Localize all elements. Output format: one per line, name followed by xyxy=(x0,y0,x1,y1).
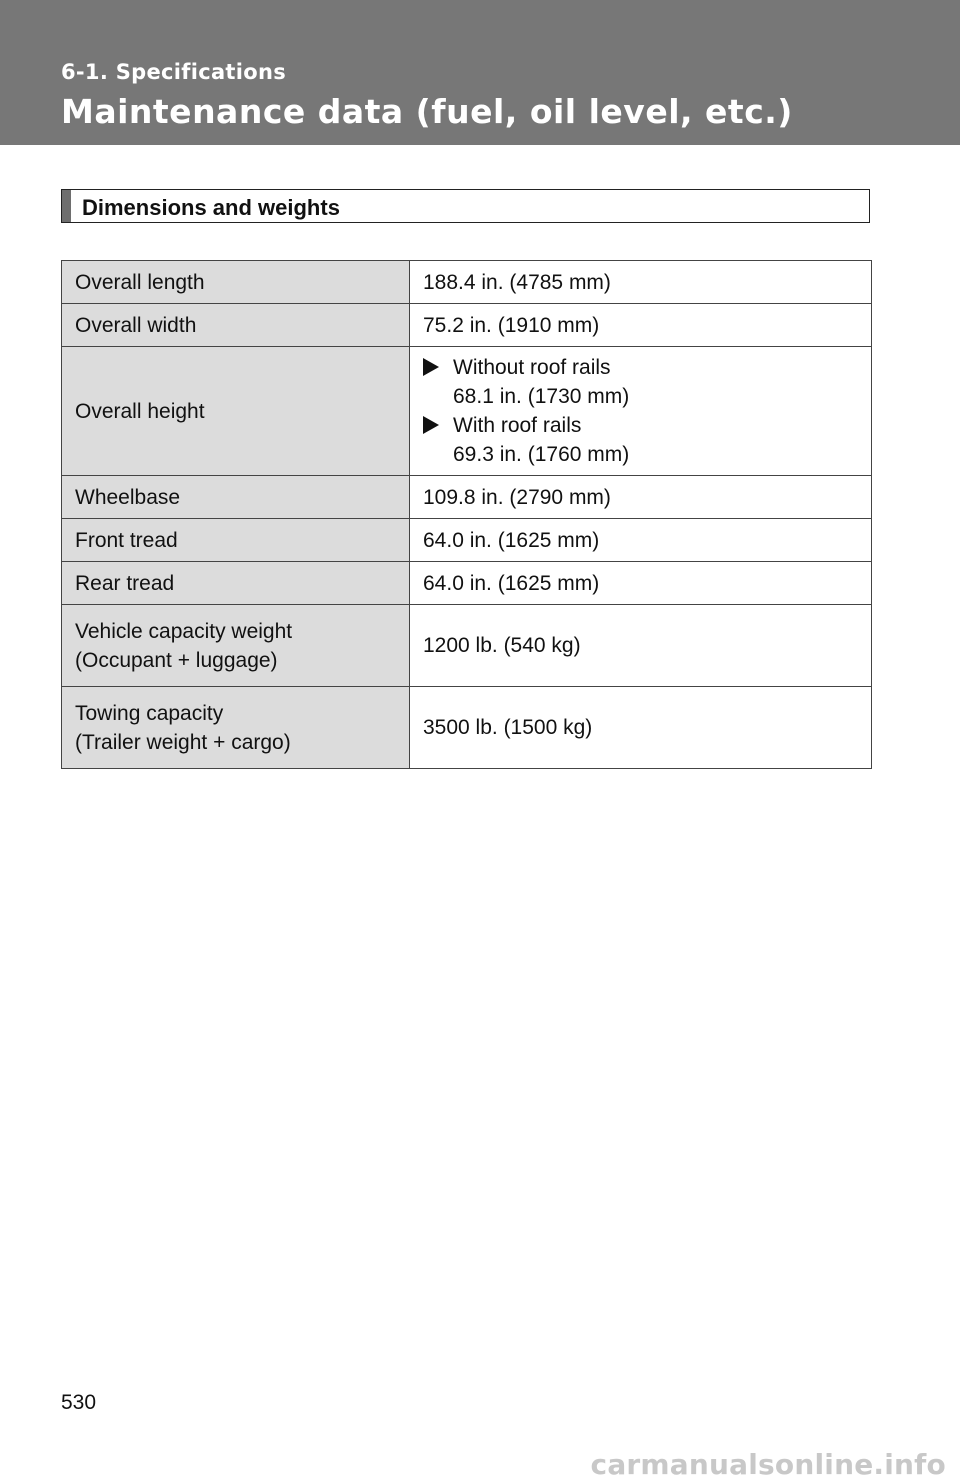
row-value: 1200 lb. (540 kg) xyxy=(410,605,872,687)
table-row xyxy=(62,519,872,562)
table-row xyxy=(62,261,872,304)
page-header xyxy=(0,0,960,145)
row-value: 75.2 in. (1910 mm) xyxy=(410,304,872,347)
row-label: Front tread xyxy=(62,519,410,562)
row-label: Overall height xyxy=(62,347,410,476)
row-value: 3500 lb. (1500 kg) xyxy=(410,687,872,769)
table-row xyxy=(62,605,872,687)
subsection-title: Dimensions and weights xyxy=(82,195,340,220)
option-value: 68.1 in. (1730 mm) xyxy=(453,385,630,408)
dimensions-table xyxy=(61,260,872,769)
table-row xyxy=(62,562,872,605)
row-value: 109.8 in. (2790 mm) xyxy=(410,476,872,519)
row-value xyxy=(410,347,872,476)
subsection-accent-bar xyxy=(62,190,71,222)
row-label-line: Vehicle capacity weight xyxy=(75,619,293,643)
row-label-line: (Occupant + luggage) xyxy=(75,648,278,672)
row-label: Overall length xyxy=(62,261,410,304)
option-value: 69.3 in. (1760 mm) xyxy=(453,443,630,466)
page-title: Maintenance data (fuel, oil level, etc.) xyxy=(61,92,793,131)
watermark: carmanualsonline.info xyxy=(590,1448,946,1481)
row-label xyxy=(62,687,410,769)
row-label-line: (Trailer weight + cargo) xyxy=(75,730,291,754)
table-row xyxy=(62,304,872,347)
triangle-bullet-icon xyxy=(423,358,439,376)
section-label: 6-1. Specifications xyxy=(61,60,287,84)
subsection-heading xyxy=(61,189,870,223)
row-value: 188.4 in. (4785 mm) xyxy=(410,261,872,304)
row-label: Wheelbase xyxy=(62,476,410,519)
page-number: 530 xyxy=(61,1391,97,1414)
option-name: Without roof rails xyxy=(453,356,611,379)
option-name: With roof rails xyxy=(453,414,582,437)
triangle-bullet-icon xyxy=(423,416,439,434)
table-row xyxy=(62,687,872,769)
table-row xyxy=(62,476,872,519)
list-item xyxy=(423,411,858,469)
row-label xyxy=(62,605,410,687)
row-label: Rear tread xyxy=(62,562,410,605)
table-row xyxy=(62,347,872,476)
row-label: Overall width xyxy=(62,304,410,347)
row-value: 64.0 in. (1625 mm) xyxy=(410,519,872,562)
list-item xyxy=(423,353,858,411)
row-label-line: Towing capacity xyxy=(75,701,224,725)
row-value: 64.0 in. (1625 mm) xyxy=(410,562,872,605)
